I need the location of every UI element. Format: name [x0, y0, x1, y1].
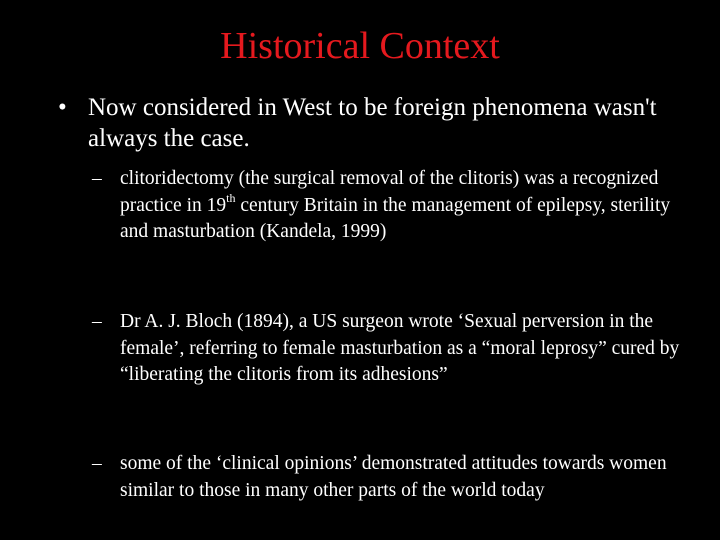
sub-bullet-text: some of the ‘clinical opinions’ demonstrated attitudes towards women similar to those in many other parts of the world today [120, 453, 667, 501]
ordinal-superscript: th [226, 191, 236, 205]
sub-bullet-text [120, 166, 682, 246]
sub-bullet-clinical-opinions [92, 451, 682, 504]
sub-bullet-clitoridectomy [92, 166, 682, 246]
bullet-marker: • [58, 94, 67, 121]
main-bullet [58, 92, 678, 154]
slide-title: Historical Context [220, 25, 500, 67]
sub-bullet-text-part: century Britain in the management of epilepsy, sterility and masturbation (Kandela, 1999) [120, 194, 671, 242]
sub-bullet-marker: – [92, 168, 102, 189]
sub-bullet-marker: – [92, 311, 102, 332]
sub-bullet-text: Dr A. J. Bloch (1894), a US surgeon wrote ‘Sexual perversion in the female’, referring to female masturbation as a “moral leprosy” cured by “liberating the clitoris from its adhesions” [120, 311, 680, 385]
sub-bullet-text-part: clitoridectomy (the surgical removal of the clitoris) was a recognized practice in 19 [120, 168, 659, 216]
sub-bullet-marker: – [92, 453, 102, 474]
sub-bullet-bloch [92, 309, 682, 389]
main-bullet-text: Now considered in West to be foreign phenomena wasn't always the case. [88, 94, 657, 152]
